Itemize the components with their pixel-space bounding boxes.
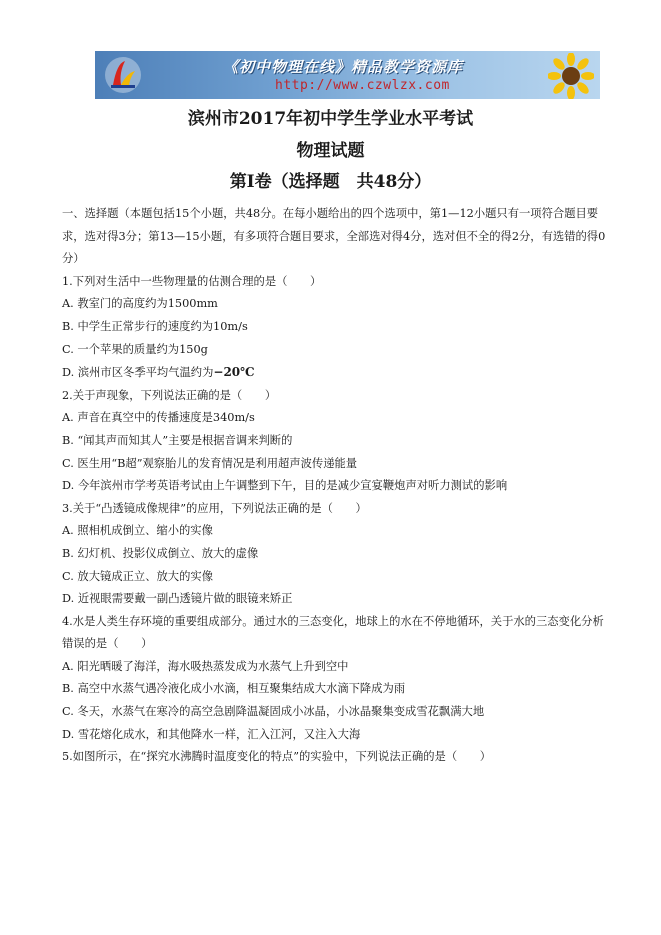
temperature-value: −20℃ [213, 365, 255, 380]
question-option-d [62, 361, 607, 385]
question-option: C. 放大镜成正立、放大的实像 [62, 569, 213, 583]
exam-title: 滨州市2017年初中学生学业水平考试 [187, 109, 474, 129]
question-option: A. 阳光晒暖了海洋，海水吸热蒸发成为水蒸气上升到空中 [62, 659, 349, 673]
question-option: B. “闻其声而知其人”主要是根据音调来判断的 [62, 433, 293, 447]
question-option: C. 一个苹果的质量约为150g [62, 342, 208, 356]
question-option: C. 冬天，水蒸气在寒冷的高空急剧降温凝固成小冰晶，小冰晶聚集变成雪花飘满大地 [62, 705, 485, 719]
question-stem: 3.关于“凸透镜成像规律”的应用，下列说法正确的是（ ） [62, 501, 367, 515]
question-option: D. 今年滨州市学考英语考试由上午调整到下午，目的是减少宣宴鞭炮声对听力测试的影响 [62, 479, 508, 493]
banner-title: 《初中物理在线》精品教学资源库 [223, 58, 464, 76]
question-option: B. 幻灯机、投影仪成倒立、放大的虚像 [62, 546, 259, 560]
question-option: A. 声音在真空中的传播速度是340m/s [62, 411, 255, 425]
question-stem: 4.水是人类生存环境的重要组成部分。通过水的三态变化，地球上的水在不停地循环，关于水的三态变化分析错误的是（ ） [62, 614, 604, 651]
exam-part-title: 第Ⅰ卷（选择题 共48分） [229, 172, 432, 192]
question-option: D. 近视眼需要戴一副凸透镜片做的眼镜来矫正 [62, 592, 293, 606]
sunflower-icon [548, 53, 594, 99]
question-stem: 2.关于声现象，下列说法正确的是（ ） [62, 388, 277, 402]
section-instructions: 一、选择题（本题包括15个小题，共48分。在每小题给出的四个选项中，第1—12小题只有一项符合题目要求，选对得3分；第13—15小题，有多项符合题目要求，全部选对得4分，选对但不全的得2分，有选错的得0分） [62, 207, 606, 266]
option-text: D. 滨州市区冬季平均气温约为 [62, 366, 214, 380]
header-banner [95, 51, 600, 99]
question-option: D. 雪花熔化成水，和其他降水一样，汇入江河，又注入大海 [62, 727, 361, 741]
question-stem: 1.下列对生活中一些物理量的估测合理的是（ ） [62, 274, 322, 288]
banner-url: http://www.czwlzx.com [275, 78, 450, 93]
question-option: C. 医生用“B超”观察胎儿的发育情况是利用超声波传递能量 [62, 456, 358, 470]
question-stem: 5.如图所示，在“探究水沸腾时温度变化的特点”的实验中，下列说法正确的是（ ） [62, 750, 492, 764]
question-option: A. 照相机成倒立、缩小的实像 [62, 524, 213, 538]
question-option: A. 教室门的高度约为1500mm [62, 297, 218, 311]
logo-icon [103, 55, 143, 95]
question-option: B. 中学生正常步行的速度约为10m/s [62, 319, 248, 333]
question-option: B. 高空中水蒸气遇冷液化成小水滴，相互聚集结成大水滴下降成为雨 [62, 682, 406, 696]
question-list [62, 203, 607, 769]
exam-subject: 物理试题 [296, 141, 365, 161]
